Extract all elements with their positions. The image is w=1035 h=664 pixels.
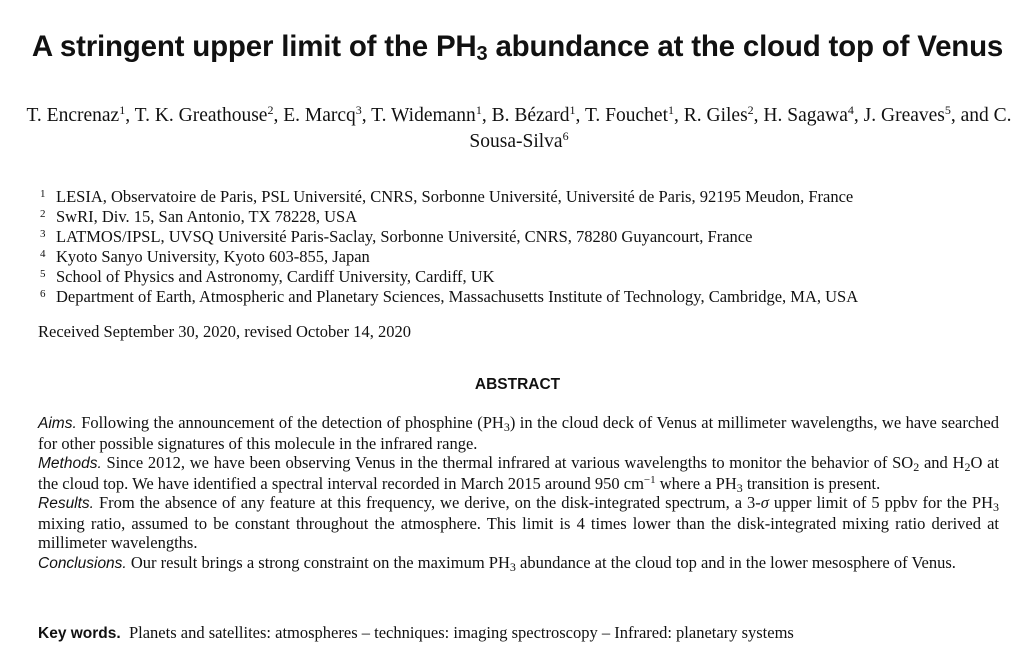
affiliation-text: School of Physics and Astronomy, Cardiff University, Cardiff, UK bbox=[56, 267, 495, 286]
keywords-label: Key words. bbox=[38, 625, 121, 642]
affiliation-text: LATMOS/IPSL, UVSQ Université Paris-Saclay, Sorbonne Université, CNRS, 78280 Guyancourt, France bbox=[56, 227, 753, 246]
keywords bbox=[38, 623, 794, 644]
author-affiliation-mark: 5 bbox=[944, 103, 951, 117]
author-affiliation-mark: 2 bbox=[267, 103, 274, 117]
author: J. Greaves bbox=[863, 105, 945, 126]
abstract-results: Results. From the absence of any feature at this frequency, we derive, on the disk-integrated spectrum, a 3-σ upper limit of 5 ppbv for the $PH_3$ mixing ratio, assumed to be constant throughout the atmosphere. This limit is 4 times lower than the disk-integrated mixing ratio derived at millimeter wavelengths. bbox=[38, 493, 999, 552]
affiliation-item bbox=[38, 247, 1018, 267]
author: E. Marcq bbox=[283, 105, 356, 126]
affiliation-text: Department of Earth, Atmospheric and Planetary Sciences, Massachusetts Institute of Technology, Cambridge, MA, USA bbox=[56, 287, 859, 306]
author: T. K. Greathouse bbox=[134, 105, 268, 126]
keywords-text: Planets and satellites: atmospheres – techniques: imaging spectroscopy – Infrared: planetary systems bbox=[128, 623, 794, 642]
affiliation-number: 1 bbox=[40, 188, 46, 200]
author-affiliation-mark: 3 bbox=[355, 103, 362, 117]
author: R. Giles bbox=[683, 105, 748, 126]
affiliation-number: 4 bbox=[40, 248, 46, 260]
affiliation-item bbox=[38, 287, 1018, 307]
affiliation-item bbox=[38, 187, 1018, 207]
affiliation-text: LESIA, Observatoire de Paris, PSL Université, CNRS, Sorbonne Université, Université de Paris, 92195 Meudon, France bbox=[56, 187, 854, 206]
affiliation-item bbox=[38, 267, 1018, 287]
author: H. Sagawa bbox=[763, 105, 848, 126]
author-affiliation-mark: 1 bbox=[475, 103, 482, 117]
abstract-aims: Aims. Following the announcement of the detection of phosphine $(PH_3)$ in the cloud deck of Venus at millimeter wavelengths, we have searched for other possible signatures of this molecule in the infrared range. bbox=[38, 413, 999, 453]
author: C. Sousa-Silva bbox=[469, 105, 1012, 152]
author: T. Fouchet bbox=[584, 105, 668, 126]
abstract-section-label: Conclusions. bbox=[38, 554, 127, 572]
author-conjunction: and bbox=[960, 105, 989, 126]
author-affiliation-mark: 4 bbox=[847, 103, 854, 117]
abstract-methods: Methods. Since 2012, we have been observing Venus in the thermal infrared at various wavelengths to monitor the behavior of $SO_2$ and $H_2O$ at the cloud top. We have identified a spectral interval recorded in March 2015 around 950 $cm^{-1}$ where a $PH_3$ transition is present. bbox=[38, 453, 999, 495]
affiliation-text: SwRI, Div. 15, San Antonio, TX 78228, USA bbox=[56, 207, 358, 226]
affiliation-number: 6 bbox=[40, 288, 46, 300]
abstract-body bbox=[38, 413, 999, 573]
author: T. Widemann bbox=[371, 105, 476, 126]
author-affiliation-mark: 2 bbox=[747, 103, 754, 117]
abstract-section-label: Methods. bbox=[38, 455, 102, 472]
abstract-conclusions: Conclusions. Our result brings a strong constraint on the maximum $PH_3$ abundance at the cloud top and in the lower mesosphere of Venus. bbox=[38, 552, 956, 574]
abstract-section-label: Results. bbox=[38, 495, 94, 512]
abstract-heading: ABSTRACT bbox=[474, 376, 561, 393]
author-affiliation-mark: 1 bbox=[119, 103, 126, 117]
affiliation-item bbox=[38, 227, 1018, 247]
affiliation-number: 3 bbox=[40, 228, 46, 240]
affiliation-list bbox=[38, 187, 1018, 307]
affiliation-number: 5 bbox=[40, 268, 46, 280]
author-list: T. Encrenaz$^1$, T. K. Greathouse$^2$, E. Marcq$^3$, T. Widemann$^1$, B. Bézard$^1$, T. Fouchet$^1$, R. Giles$^2$, H. Sagawa$^4$, J. Greaves$^5$, and C. Sousa-Silva$^6$ bbox=[26, 103, 1012, 152]
author: T. Encrenaz bbox=[26, 105, 120, 126]
abstract-section-label: Aims. bbox=[38, 415, 77, 432]
affiliation-number: 2 bbox=[40, 208, 46, 220]
affiliation-item bbox=[38, 207, 1018, 227]
author-affiliation-mark: 1 bbox=[569, 103, 576, 117]
author: B. Bézard bbox=[491, 105, 570, 126]
author-affiliation-mark: 1 bbox=[668, 103, 674, 117]
received-date: Received September 30, 2020, revised October 14, 2020 bbox=[38, 322, 411, 341]
affiliation-text: Kyoto Sanyo University, Kyoto 603-855, Japan bbox=[56, 247, 370, 266]
author-affiliation-mark: 6 bbox=[562, 129, 569, 143]
paper-title: A stringent upper limit of the $PH_3$ abundance at the cloud top of Venus bbox=[31, 29, 1004, 65]
